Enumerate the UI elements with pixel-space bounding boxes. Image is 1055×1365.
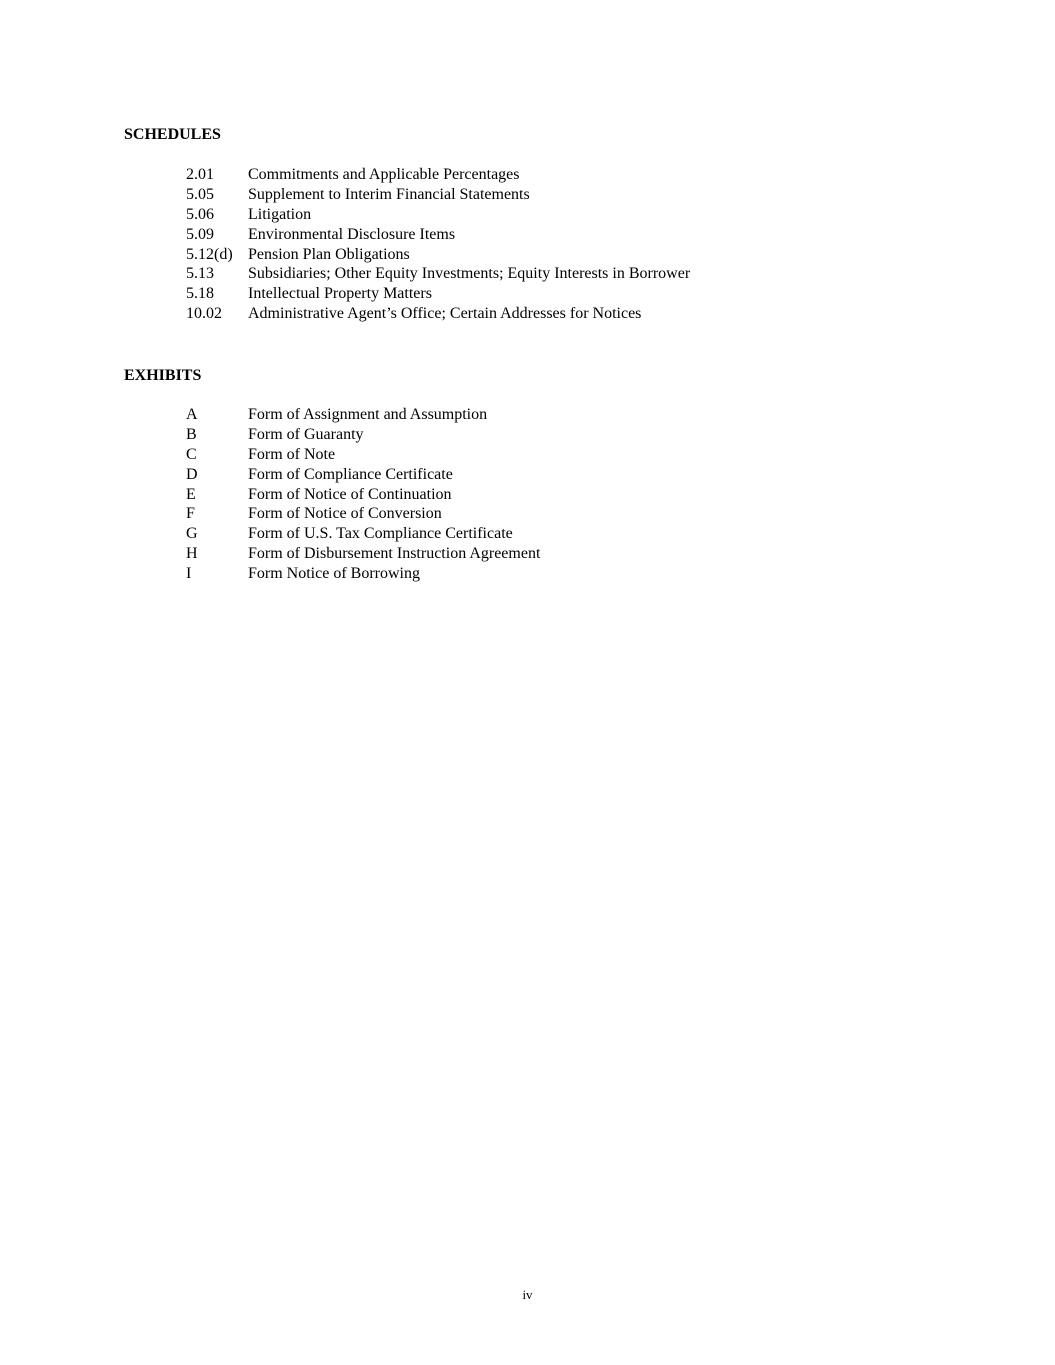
schedule-item <box>186 245 690 265</box>
exhibit-title: Form of Guaranty <box>248 425 364 443</box>
exhibit-code: E <box>186 485 196 503</box>
schedule-title: Intellectual Property Matters <box>248 285 432 303</box>
exhibit-item <box>186 524 540 544</box>
exhibit-code: A <box>186 406 198 423</box>
schedule-title: Litigation <box>248 205 312 223</box>
schedules-heading: SCHEDULES <box>124 126 221 143</box>
schedule-item <box>186 225 690 245</box>
exhibits-list <box>186 405 540 584</box>
exhibit-title: Form of U.S. Tax Compliance Certificate <box>248 525 513 543</box>
schedules-list <box>186 165 690 324</box>
exhibit-title: Form of Compliance Certificate <box>248 465 453 483</box>
exhibit-title: Form of Assignment and Assumption <box>248 406 488 423</box>
exhibit-title: Form of Note <box>248 445 336 463</box>
schedule-item <box>186 205 690 225</box>
exhibit-item <box>186 425 540 445</box>
exhibit-item <box>186 544 540 564</box>
exhibit-item <box>186 564 540 584</box>
schedule-item <box>186 185 690 205</box>
schedule-code: 5.09 <box>186 225 214 243</box>
exhibit-code: I <box>186 565 192 583</box>
schedule-code: 5.13 <box>186 265 214 283</box>
exhibit-item <box>186 445 540 465</box>
exhibit-title: Form of Notice of Continuation <box>248 485 452 503</box>
schedule-item <box>186 284 690 304</box>
exhibit-code: B <box>186 425 197 443</box>
schedule-code: 5.06 <box>186 205 214 223</box>
schedule-title: Subsidiaries; Other Equity Investments; Equity Interests in Borrower <box>248 265 691 283</box>
exhibit-code: D <box>186 465 198 483</box>
schedule-title: Pension Plan Obligations <box>248 245 410 263</box>
schedule-item <box>186 304 690 324</box>
exhibits-heading: EXHIBITS <box>124 367 202 384</box>
exhibit-code: C <box>186 445 197 463</box>
exhibit-item <box>186 504 540 524</box>
schedule-code: 5.05 <box>186 185 214 203</box>
exhibit-code: H <box>186 545 198 563</box>
exhibit-title: Form of Disbursement Instruction Agreement <box>248 545 541 563</box>
schedule-code: 10.02 <box>186 305 222 323</box>
schedule-item <box>186 165 690 185</box>
exhibit-code: F <box>186 505 195 523</box>
schedule-title: Supplement to Interim Financial Statements <box>248 185 530 203</box>
schedule-title: Commitments and Applicable Percentages <box>248 166 520 183</box>
page-number: iv <box>522 1287 533 1302</box>
schedule-code: 5.12(d) <box>186 245 233 263</box>
schedule-title: Environmental Disclosure Items <box>248 225 456 243</box>
schedule-item <box>186 264 690 284</box>
exhibit-item <box>186 485 540 505</box>
exhibit-item <box>186 465 540 485</box>
exhibit-code: G <box>186 525 198 543</box>
exhibit-item <box>186 405 540 425</box>
exhibit-title: Form Notice of Borrowing <box>248 565 420 583</box>
schedule-code: 2.01 <box>186 166 214 183</box>
schedule-code: 5.18 <box>186 285 214 303</box>
schedule-title: Administrative Agent’s Office; Certain Addresses for Notices <box>248 305 642 323</box>
exhibit-title: Form of Notice of Conversion <box>248 505 442 523</box>
